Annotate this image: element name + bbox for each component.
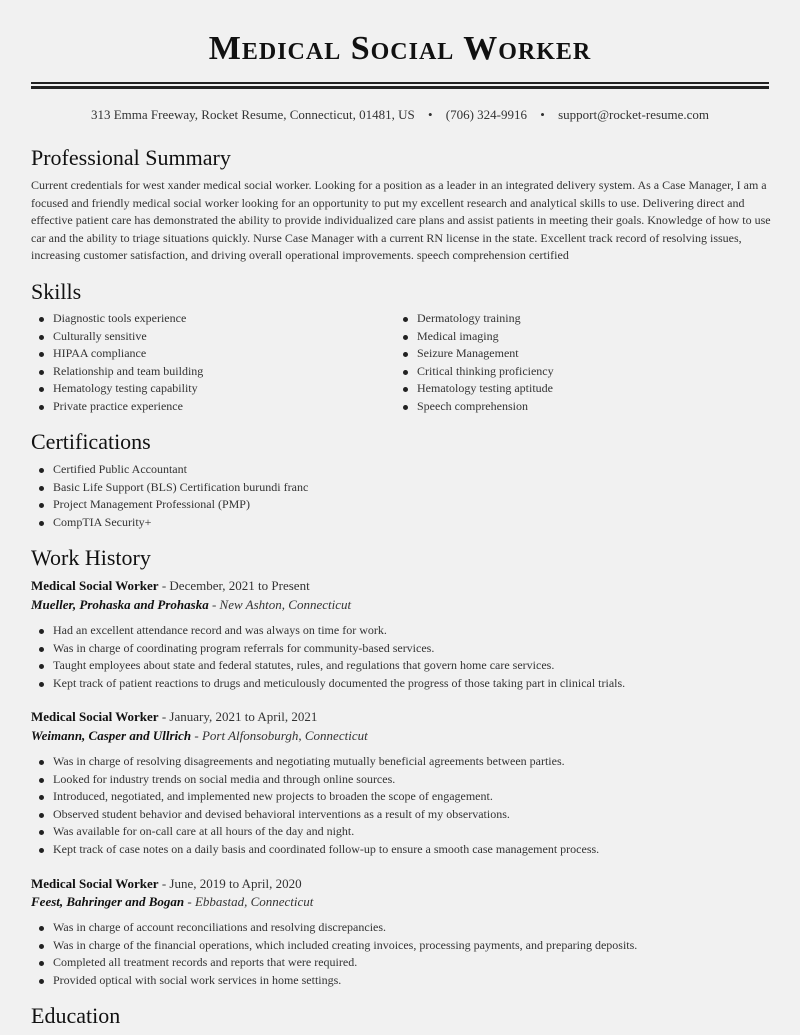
contact-address: 313 Emma Freeway, Rocket Resume, Connecticut, 01481, US: [90, 107, 415, 122]
list-item: Had an excellent attendance record and was always on time for work.: [31, 622, 625, 640]
job-title: Medical Social Worker: [31, 578, 159, 593]
job-dates: - June, 2019 to April, 2020: [158, 876, 302, 891]
list-item: Was in charge of coordinating program referrals for community-based services.: [31, 640, 625, 658]
header-rule-thick: [31, 86, 769, 89]
list-item: Dermatology training: [395, 310, 554, 328]
list-item: Speech comprehension: [395, 398, 554, 416]
list-item: HIPAA compliance: [31, 345, 203, 363]
list-item: Culturally sensitive: [31, 328, 203, 346]
job-location: - Ebbastad, Connecticut: [184, 894, 314, 909]
job-dates: - December, 2021 to Present: [158, 578, 310, 593]
education-heading: Education: [31, 1003, 121, 1028]
separator-dot: •: [427, 107, 433, 122]
separator-dot: •: [540, 107, 545, 122]
list-item: Relationship and team building: [31, 363, 203, 381]
job-title: Medical Social Worker: [31, 876, 159, 891]
list-item: Was in charge of account reconciliations and resolving discrepancies.: [31, 919, 637, 937]
certifications-heading: Certifications: [31, 429, 151, 454]
job-company: Feest, Bahringer and Bogan: [31, 894, 185, 909]
list-item: Kept track of patient reactions to drugs and meticulously documented the progress of those taking part in clinical trials.: [31, 675, 625, 693]
list-item: Was in charge of resolving disagreements and negotiating mutually beneficial agreements between parties.: [31, 753, 599, 771]
list-item: Hematology testing aptitude: [395, 380, 554, 398]
job-location: - New Ashton, Connecticut: [208, 597, 352, 612]
header-rule-thin: [31, 82, 769, 84]
list-item: Critical thinking proficiency: [395, 363, 554, 381]
list-item: Basic Life Support (BLS) Certification burundi franc: [31, 479, 308, 497]
contact-email: support@rocket-resume.com: [558, 107, 710, 122]
list-item: Certified Public Accountant: [31, 461, 308, 479]
job-dates: - January, 2021 to April, 2021: [158, 709, 318, 724]
job-company: Mueller, Prohaska and Prohaska: [31, 597, 209, 612]
contact-phone: (706) 324-9916: [445, 107, 528, 122]
resume-title: Medical Social Worker: [208, 30, 592, 67]
list-item: Medical imaging: [395, 328, 554, 346]
job-company-line: [31, 894, 313, 910]
list-item: Provided optical with social work services in home settings.: [31, 972, 637, 990]
skills-heading: Skills: [31, 279, 82, 304]
list-item: Was in charge of the financial operations, which included creating invoices, processing payments, and preparing deposits.: [31, 937, 637, 955]
list-item: Introduced, negotiated, and implemented new projects to broaden the scope of engagement.: [31, 788, 599, 806]
job-company: Weimann, Casper and Ullrich: [31, 728, 192, 743]
list-item: Completed all treatment records and reports that were required.: [31, 954, 637, 972]
list-item: Seizure Management: [395, 345, 554, 363]
work-history-heading: Work History: [31, 545, 151, 570]
job-bullets: [31, 753, 599, 859]
job-company-line: [31, 728, 368, 744]
job-title-line: [31, 578, 310, 594]
job-bullets: [31, 919, 637, 989]
job-title: Medical Social Worker: [31, 709, 159, 724]
skills-list-left: [31, 310, 203, 416]
contact-line: [0, 107, 800, 123]
summary-heading: Professional Summary: [31, 145, 231, 170]
job-title-line: [31, 876, 302, 892]
list-item: CompTIA Security+: [31, 514, 308, 532]
skills-list-right: [395, 310, 554, 416]
job-bullets: [31, 622, 625, 692]
list-item: Observed student behavior and devised behavioral interventions as a result of my observations.: [31, 806, 599, 824]
list-item: Project Management Professional (PMP): [31, 496, 308, 514]
list-item: Looked for industry trends on social media and through online sources.: [31, 771, 599, 789]
list-item: Taught employees about state and federal statutes, rules, and regulations that govern home care services.: [31, 657, 625, 675]
list-item: Hematology testing capability: [31, 380, 203, 398]
certifications-list: [31, 461, 308, 531]
list-item: Kept track of case notes on a daily basis and coordinated follow-up to ensure a smooth case management process.: [31, 841, 599, 859]
job-location: - Port Alfonsoburgh, Connecticut: [191, 728, 368, 743]
job-title-line: [31, 709, 317, 725]
list-item: Was available for on-call care at all hours of the day and night.: [31, 823, 599, 841]
list-item: Diagnostic tools experience: [31, 310, 203, 328]
job-company-line: [31, 597, 351, 613]
list-item: Private practice experience: [31, 398, 203, 416]
summary-text: Current credentials for west xander medical social worker. Looking for a position as a leader in an integrated delivery system. As a Case Manager, I am a focused and friendly medical social worker looking for an opportunity to put my excellent research and analytical skills to use. Delivering direct and effective patient care has demonstrated the ability to provide individualized care plans and assist patients in meeting their goals. Knowledge of how to use car and the ability to triage situations quickly. Nurse Case Manager with a current RN license in the state. Excellent track record of resolving issues, increasing customer satisfaction, and driving overall operational improvements. speech comprehension certified: [31, 178, 771, 263]
